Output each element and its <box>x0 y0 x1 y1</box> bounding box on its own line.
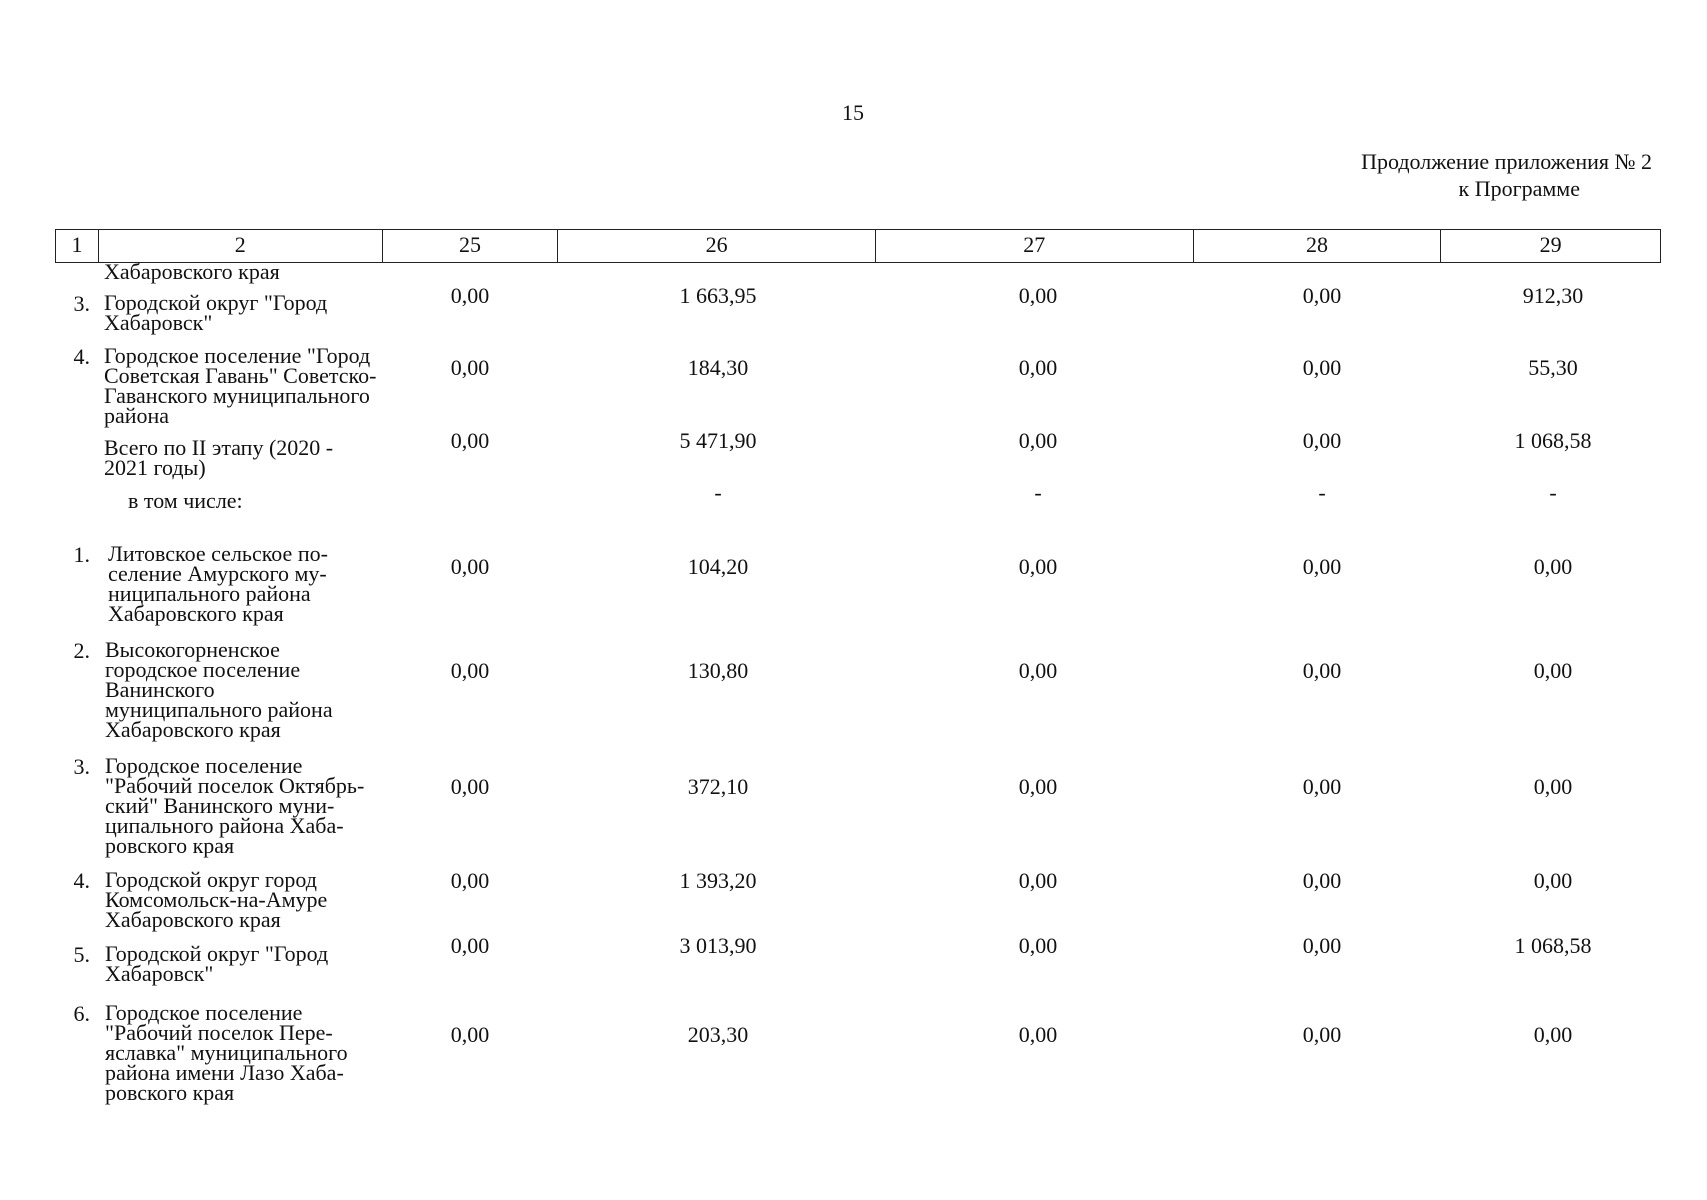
value-col-29: 55,30 <box>1528 355 1578 380</box>
value-col-26: 5 471,90 <box>679 428 757 453</box>
value-col-28: 0,00 <box>1302 868 1342 893</box>
row-name: Городской округ город Комсомольск-на-Амуре Хабаровского края <box>105 867 328 932</box>
value-col-25: 0,00 <box>450 554 490 579</box>
row-name: Хабаровского края <box>104 259 280 284</box>
row-name: Городское поселение "Рабочий поселок Октябрь-ский" Ванинского муни-ципального района Хаба-ровского края <box>105 753 365 858</box>
header-col-27: 27 <box>876 230 1194 262</box>
value-col-27: 0,00 <box>1018 1022 1058 1047</box>
value-col-29: 0,00 <box>1533 554 1573 579</box>
value-col-25: 0,00 <box>450 428 490 453</box>
value-col-28: 0,00 <box>1302 554 1342 579</box>
value-col-27: 0,00 <box>1018 428 1058 453</box>
value-col-27: 0,00 <box>1018 774 1058 799</box>
value-col-27: 0,00 <box>1018 658 1058 683</box>
row-number: 1. <box>73 542 90 567</box>
value-col-27: 0,00 <box>1018 868 1058 893</box>
value-col-26: 372,10 <box>687 774 749 799</box>
row-name: Городской округ "Город Хабаровск" <box>105 941 329 986</box>
header-col-2: 2 <box>99 230 383 262</box>
value-col-29: 1 068,58 <box>1514 933 1592 958</box>
row-number: 3. <box>73 754 90 779</box>
header-col-26: 26 <box>558 230 876 262</box>
value-col-26: 3 013,90 <box>679 933 757 958</box>
value-col-28: 0,00 <box>1302 774 1342 799</box>
value-col-29: 0,00 <box>1533 868 1573 893</box>
value-col-26: - <box>714 480 722 505</box>
value-col-26: 1 393,20 <box>679 868 757 893</box>
value-col-25: 0,00 <box>450 933 490 958</box>
value-col-28: 0,00 <box>1302 355 1342 380</box>
header-col-29: 29 <box>1539 232 1562 257</box>
value-col-26: 130,80 <box>687 658 749 683</box>
value-col-29: 1 068,58 <box>1514 428 1592 453</box>
value-col-28: - <box>1318 480 1326 505</box>
row-name: Городской округ "Город Хабаровск" <box>104 290 328 335</box>
value-col-29: 912,30 <box>1522 283 1584 308</box>
value-col-29: 0,00 <box>1533 658 1573 683</box>
row-name: Литовское сельское по-селение Амурского му-ниципального района Хабаровского края <box>108 541 328 626</box>
header-col-28: 28 <box>1194 230 1442 262</box>
value-col-25: 0,00 <box>450 868 490 893</box>
value-col-27: - <box>1034 480 1042 505</box>
header-col-25: 25 <box>383 230 559 262</box>
annex-line-2: к Программе <box>1458 176 1580 201</box>
value-col-25: 0,00 <box>450 283 490 308</box>
value-col-29: - <box>1549 480 1557 505</box>
row-number: 4. <box>73 868 90 893</box>
row-number: 6. <box>73 1001 90 1026</box>
value-col-26: 184,30 <box>687 355 749 380</box>
value-col-28: 0,00 <box>1302 428 1342 453</box>
value-col-26: 104,20 <box>687 554 749 579</box>
row-number: 2. <box>73 638 90 663</box>
row-number: 3. <box>73 291 90 316</box>
value-col-28: 0,00 <box>1302 658 1342 683</box>
row-name: Городское поселение "Рабочий поселок Пере-яславка" муниципального района имени Лазо Хаба-ровского края <box>105 1000 348 1105</box>
value-col-27: 0,00 <box>1018 283 1058 308</box>
row-name: Городское поселение "Город Советская Гавань" Советско-Гаванского муниципального района <box>104 343 377 428</box>
value-col-26: 1 663,95 <box>679 283 757 308</box>
page-number: 15 <box>842 100 864 125</box>
row-number: 5. <box>73 942 90 967</box>
value-col-25: 0,00 <box>450 774 490 799</box>
annex-line-1: Продолжение приложения № 2 <box>1361 149 1652 174</box>
value-col-28: 0,00 <box>1302 1022 1342 1047</box>
row-name: Высокогорненское городское поселение Ванинского муниципального района Хабаровского края <box>105 637 333 742</box>
value-col-27: 0,00 <box>1018 933 1058 958</box>
value-col-28: 0,00 <box>1302 283 1342 308</box>
header-col-1: 1 <box>56 230 99 262</box>
including-label: в том числе: <box>128 488 243 513</box>
value-col-25: 0,00 <box>450 1022 490 1047</box>
row-name: Всего по II этапу (2020 - 2021 годы) <box>104 435 334 480</box>
value-col-25: 0,00 <box>450 355 490 380</box>
value-col-29: 0,00 <box>1533 774 1573 799</box>
value-col-27: 0,00 <box>1018 554 1058 579</box>
value-col-25: 0,00 <box>450 658 490 683</box>
value-col-26: 203,30 <box>687 1022 749 1047</box>
row-number: 4. <box>73 344 90 369</box>
value-col-27: 0,00 <box>1018 355 1058 380</box>
value-col-28: 0,00 <box>1302 933 1342 958</box>
value-col-29: 0,00 <box>1533 1022 1573 1047</box>
